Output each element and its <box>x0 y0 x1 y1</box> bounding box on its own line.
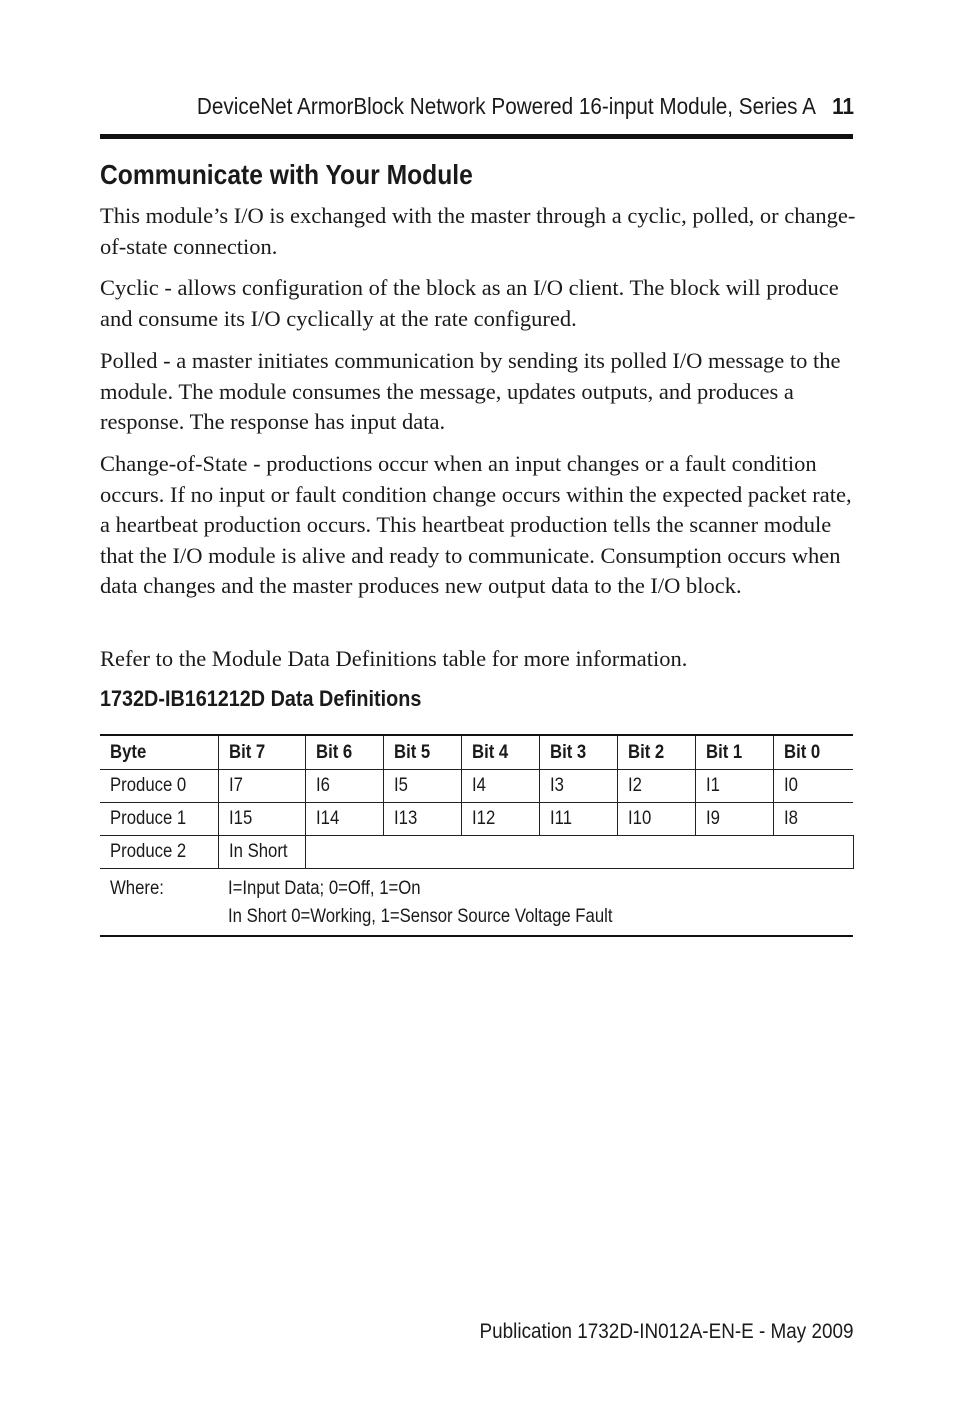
table-row-produce-2 <box>100 836 853 869</box>
column-header: Bit 2 <box>617 735 695 770</box>
table-cell: I3 <box>539 770 617 803</box>
table-cell: I11 <box>539 803 617 836</box>
paragraph-cyclic: Cyclic - allows configuration of the block as an I/O client. The block will produce and consume its I/O cyclically at the rate configured. <box>100 275 839 331</box>
column-header: Bit 0 <box>773 735 853 770</box>
table-cell: Produce 0 <box>100 770 218 803</box>
empty-span-cell <box>305 836 853 869</box>
table-cell: I7 <box>218 770 305 803</box>
table-row <box>100 803 853 836</box>
table-where-row <box>100 869 853 937</box>
table-cell: I2 <box>617 770 695 803</box>
where-definitions <box>218 869 853 937</box>
table-cell: Produce 2 <box>100 836 218 869</box>
table-row <box>100 770 853 803</box>
table-cell: I6 <box>305 770 383 803</box>
running-header <box>175 93 854 120</box>
running-header-title: DeviceNet ArmorBlock Network Powered 16-input Module, Series A <box>196 93 816 119</box>
column-header: Bit 1 <box>695 735 773 770</box>
column-header: Bit 6 <box>305 735 383 770</box>
table-cell: I13 <box>383 803 461 836</box>
table-cell: I0 <box>773 770 853 803</box>
table-cell: I10 <box>617 803 695 836</box>
paragraph-intro: This module’s I/O is exchanged with the master through a cyclic, polled, or change-of-state connection. <box>100 203 856 259</box>
paragraph-polled: Polled - a master initiates communication by sending its polled I/O message to the module. The module consumes the message, updates outputs, and produces a response. The response has input data. <box>100 348 841 434</box>
footer-text: 1732D-IN012A-EN-E - May 2009 <box>577 1320 854 1343</box>
column-header: Bit 7 <box>218 735 305 770</box>
column-header: Bit 5 <box>383 735 461 770</box>
table-header-row <box>100 735 853 770</box>
paragraph-reference: Refer to the Module Data Definitions table for more information. <box>100 646 688 671</box>
footer-label: Publication <box>479 1320 573 1343</box>
table-title: 1732D-IB161212D Data Definitions <box>100 686 422 711</box>
table-cell: I5 <box>383 770 461 803</box>
table-cell: I1 <box>695 770 773 803</box>
data-definitions-table <box>100 734 854 937</box>
publication-footer <box>480 1320 854 1344</box>
table-cell: Produce 1 <box>100 803 218 836</box>
column-header: Bit 4 <box>461 735 539 770</box>
section-title: Communicate with Your Module <box>100 159 473 190</box>
page-number: 11 <box>832 93 854 119</box>
table-cell: I9 <box>695 803 773 836</box>
table-cell: I15 <box>218 803 305 836</box>
where-label: Where: <box>100 869 218 937</box>
where-line-2: In Short 0=Working, 1=Sensor Source Voltage Fault <box>228 906 613 927</box>
table-cell: I4 <box>461 770 539 803</box>
column-header: Byte <box>100 735 218 770</box>
header-rule <box>100 134 853 139</box>
where-line-1: I=Input Data; 0=Off, 1=On <box>228 878 421 899</box>
table-cell: I14 <box>305 803 383 836</box>
table-cell: I12 <box>461 803 539 836</box>
table-cell: In Short <box>218 836 305 869</box>
paragraph-change-of-state: Change-of-State - productions occur when an input changes or a fault condition occurs. If no input or fault condition change occurs within the expected packet rate, a heartbeat production occurs. This heartbeat production tells the scanner module that the I/O module is alive and ready to communicate. Consumption occurs when data changes and the master produces new output data to the I/O block. <box>100 451 852 598</box>
table-cell: I8 <box>773 803 853 836</box>
column-header: Bit 3 <box>539 735 617 770</box>
